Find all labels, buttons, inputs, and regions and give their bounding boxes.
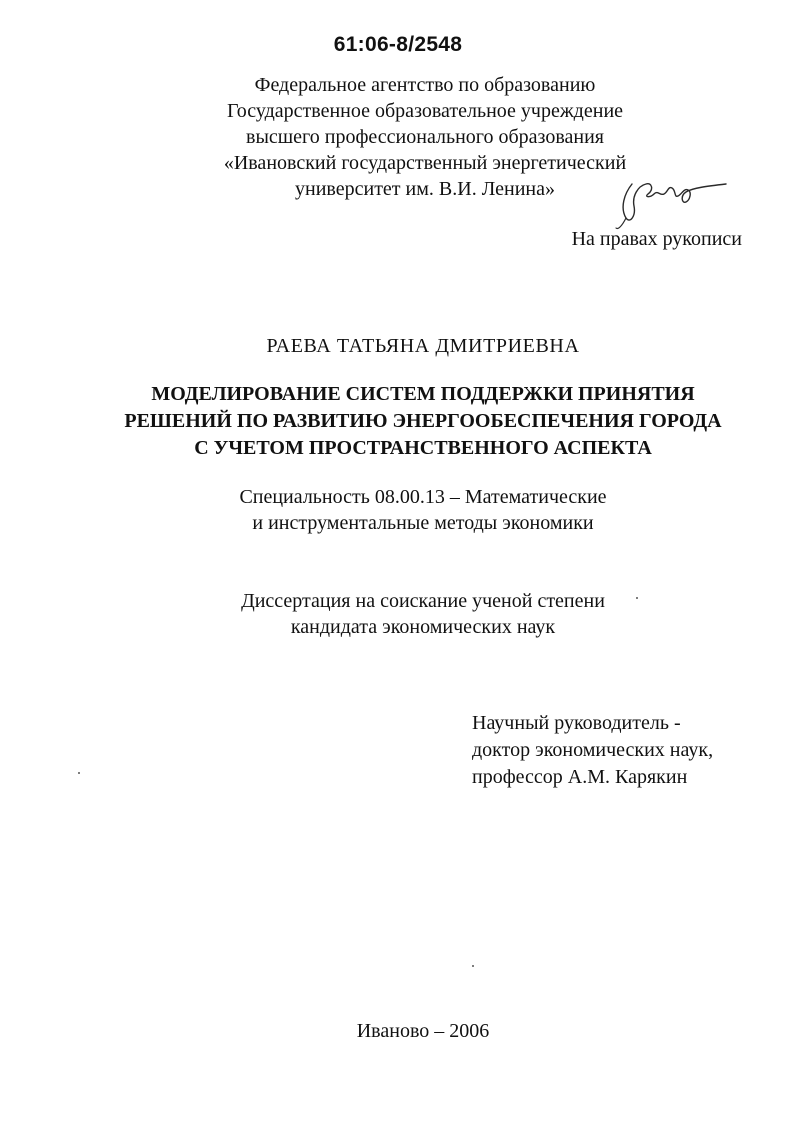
supervisor-block bbox=[472, 710, 713, 791]
degree-line: кандидата экономических наук bbox=[290, 616, 556, 638]
handwritten-signature bbox=[612, 172, 732, 232]
title-line: МОДЕЛИРОВАНИЕ СИСТЕМ ПОДДЕРЖКИ ПРИНЯТИЯ bbox=[151, 383, 695, 405]
institution-line: высшего профессионального образования bbox=[246, 126, 604, 148]
supervisor-line: доктор экономических наук, bbox=[472, 739, 714, 761]
specialty-line: Специальность 08.00.13 – Математические bbox=[239, 486, 607, 508]
scan-speck bbox=[472, 965, 474, 967]
institution-line: Федеральное агентство по образованию bbox=[254, 74, 596, 96]
thesis-title bbox=[90, 381, 756, 462]
title-line: С УЧЕТОМ ПРОСТРАНСТВЕННОГО АСПЕКТА bbox=[194, 437, 652, 459]
title-line: РЕШЕНИЙ ПО РАЗВИТИЮ ЭНЕРГООБЕСПЕЧЕНИЯ ГОРОДА bbox=[124, 410, 722, 432]
scan-speck bbox=[636, 597, 638, 599]
institution-line: университет им. В.И. Ленина» bbox=[295, 178, 555, 200]
degree-block bbox=[90, 588, 756, 640]
specialty-line: и инструментальные методы экономики bbox=[252, 512, 594, 534]
supervisor-line: профессор А.М. Карякин bbox=[472, 766, 688, 788]
degree-line: Диссертация на соискание ученой степени bbox=[241, 590, 605, 612]
catalog-number: 61:06-8/2548 bbox=[333, 33, 463, 56]
institution-line: «Ивановский государственный энергетический bbox=[223, 152, 627, 174]
author-name: РАЕВА ТАТЬЯНА ДМИТРИЕВНА bbox=[266, 335, 580, 357]
city-year: Иваново – 2006 bbox=[356, 1020, 490, 1042]
institution-line: Государственное образовательное учреждение bbox=[226, 100, 624, 122]
specialty-block bbox=[90, 484, 756, 536]
scan-speck bbox=[78, 772, 80, 774]
manuscript-note: На правах рукописи bbox=[571, 228, 742, 250]
supervisor-line: Научный руководитель - bbox=[472, 712, 681, 734]
